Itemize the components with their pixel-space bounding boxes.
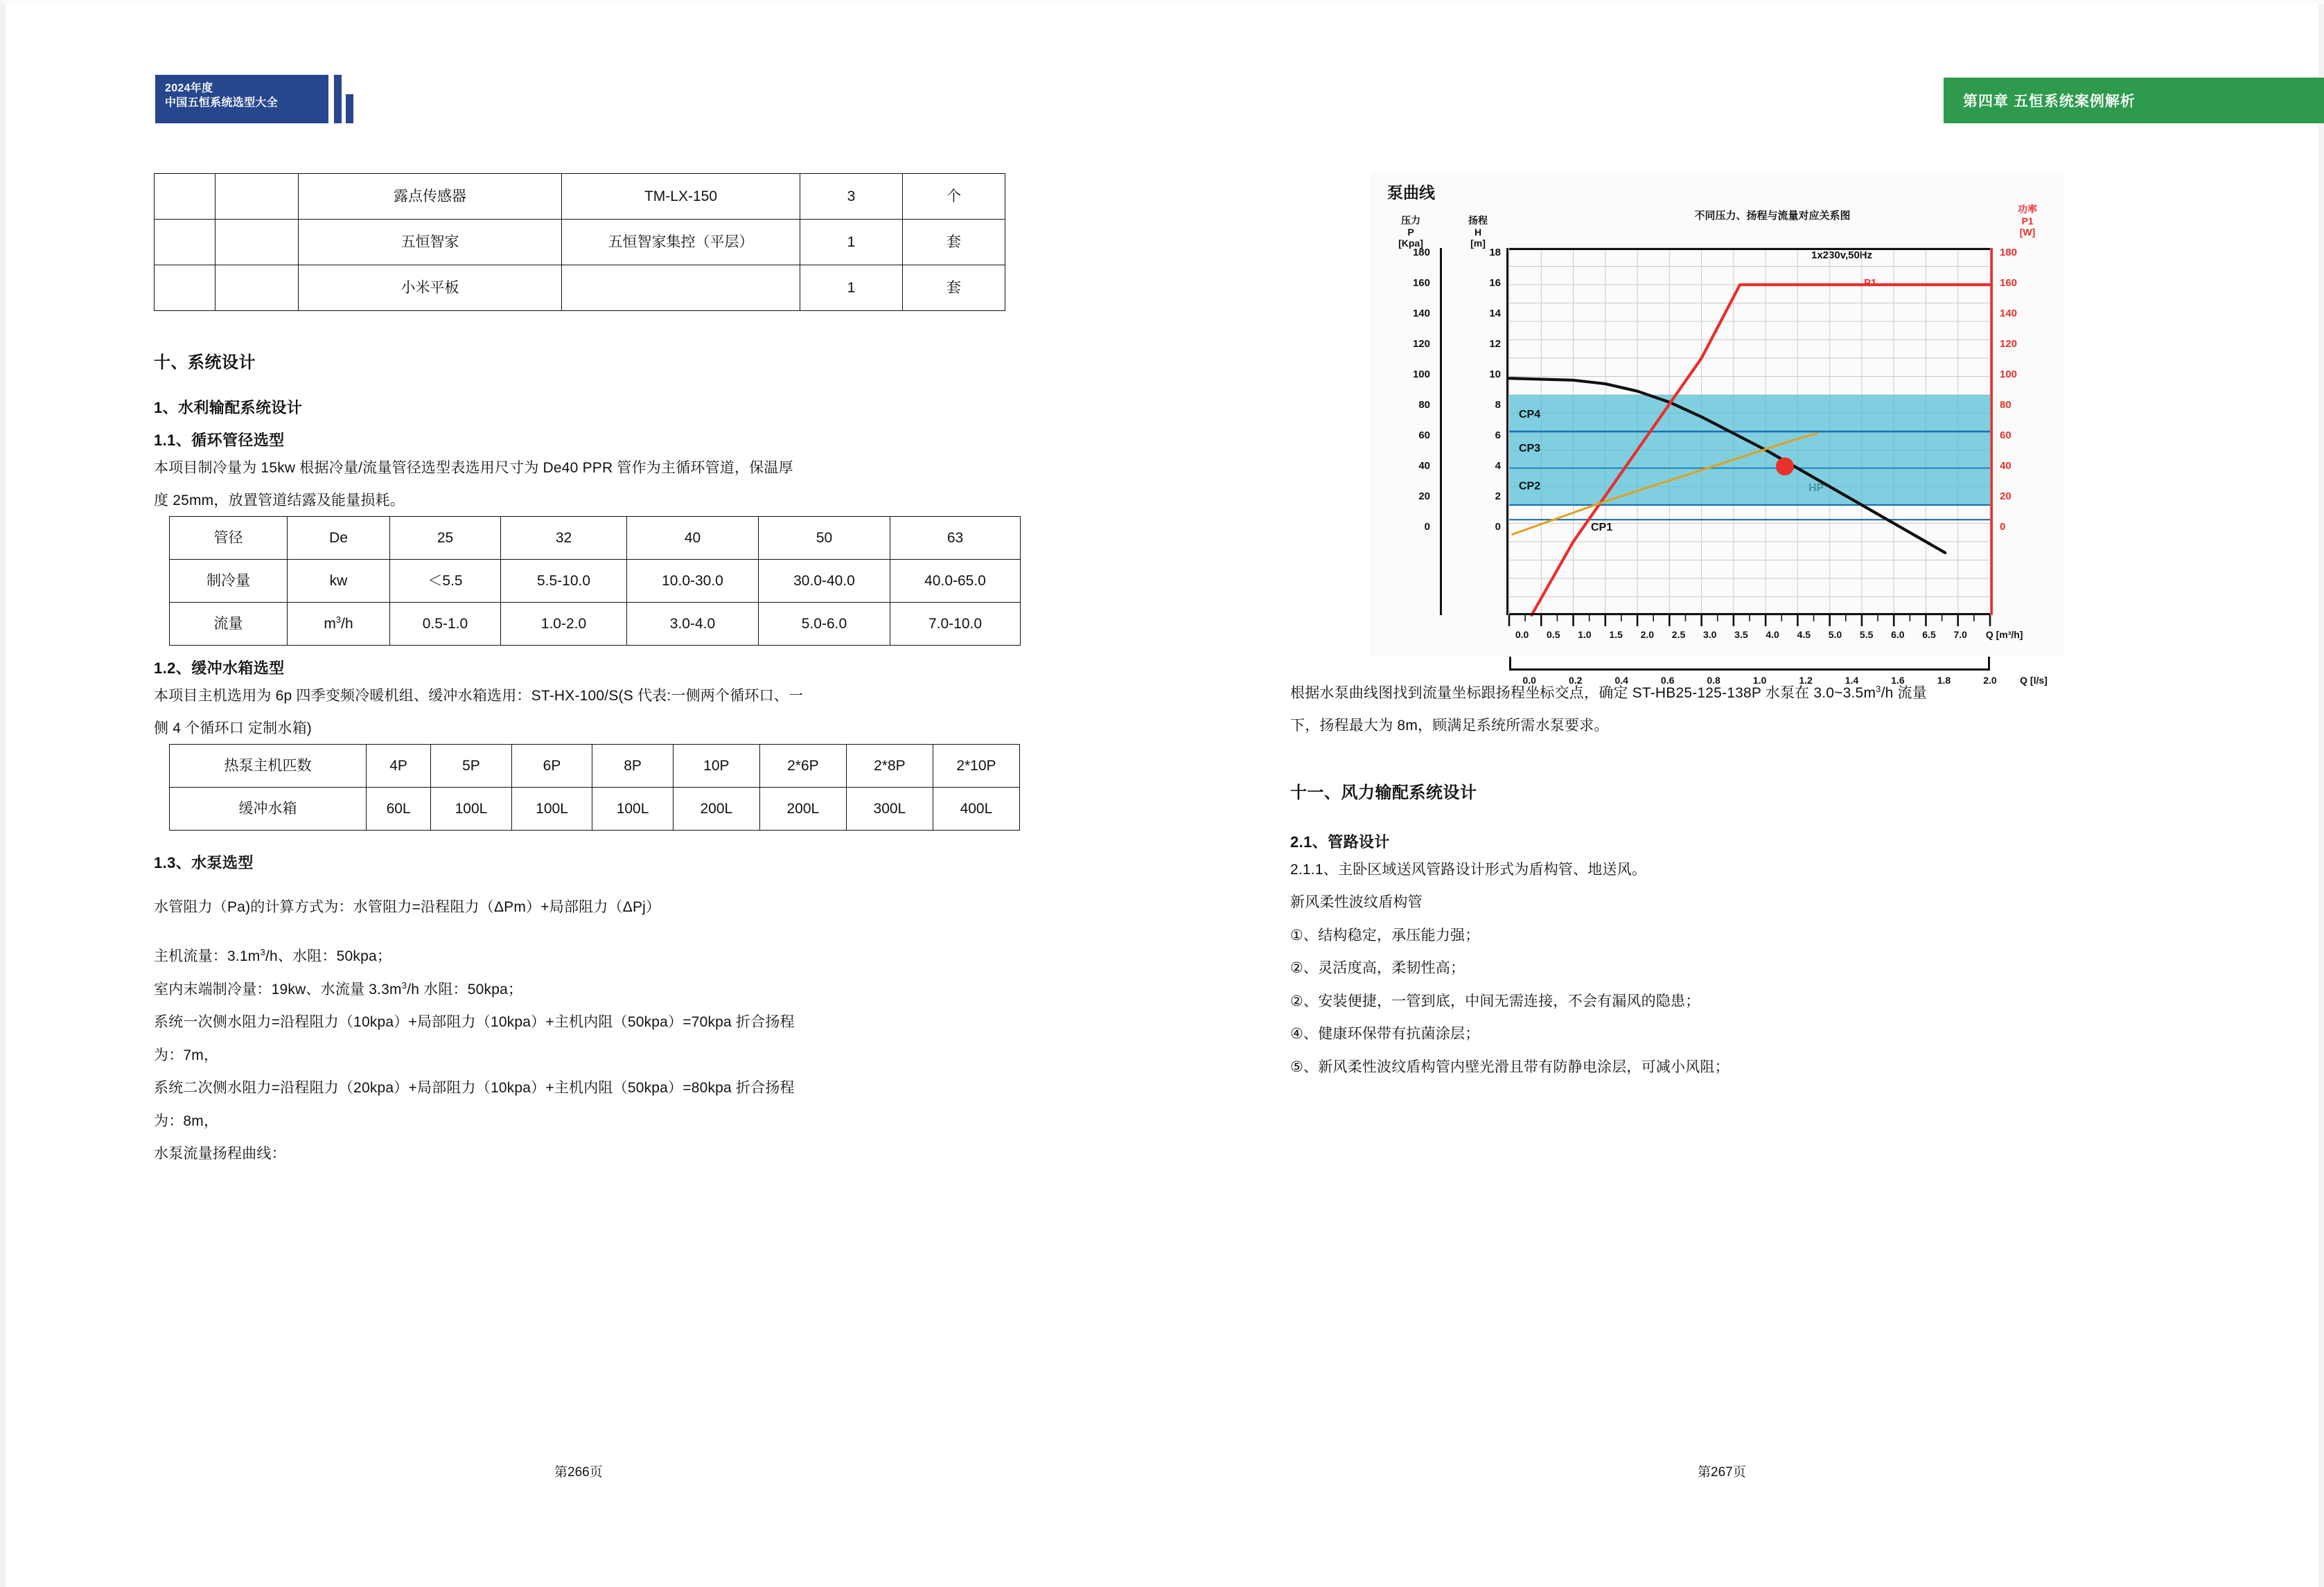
cp-band-label-cp1: CP1 <box>1591 522 1613 534</box>
chart-title: 泵曲线 <box>1387 184 1435 202</box>
flow-unit-base: m <box>324 616 336 632</box>
cell-name: 小米平板 <box>299 265 562 311</box>
x-tick-label: 0.0 <box>1515 629 1529 640</box>
section-heading-1-3: 1.3、水泵选型 <box>154 853 254 871</box>
cp-band-cp4 <box>1509 395 1990 432</box>
cooling-32: 5.5-10.0 <box>501 559 627 602</box>
cell-qty: 1 <box>800 265 903 311</box>
cell-blank-a <box>155 174 215 220</box>
spread-top-rule <box>0 0 2324 4</box>
pipe-h-label: 管径 <box>170 516 288 559</box>
cell-name: 五恒智家 <box>299 220 562 265</box>
section-heading-1-1: 1.1、循环管径选型 <box>154 432 285 449</box>
x-tick-label: 5.5 <box>1859 629 1874 640</box>
pressure-caption-line1: 压力 <box>1401 215 1420 226</box>
axis-tick-label: 12 <box>1489 338 1501 350</box>
list-item: ②、安装便捷，一管到底，中间无需连接，不会有漏风的隐患； <box>1290 993 1700 1009</box>
right-page-column <box>1290 675 2205 1082</box>
table-row <box>155 220 1005 265</box>
tank-h-label: 热泵主机匹数 <box>170 744 367 787</box>
table-row <box>170 787 1020 830</box>
cp-band-cp3 <box>1509 432 1990 468</box>
section-heading-1: 1、水利输配系统设计 <box>154 399 303 416</box>
operating-point-marker <box>1776 457 1794 475</box>
cell-model <box>562 265 800 311</box>
x-tick-label: 1.2 <box>1799 675 1813 686</box>
axis-tick-label: 120 <box>1412 338 1430 350</box>
cp-bands <box>1509 395 1990 520</box>
logo-accent-bar-short <box>346 94 353 123</box>
power-caption-line1: 功率 <box>2018 204 2037 215</box>
flow-63: 7.0-10.0 <box>890 602 1021 645</box>
tank-h-2x6p: 2*6P <box>759 744 846 787</box>
head-axis-caption <box>1452 215 1504 249</box>
cell-unit: 套 <box>903 220 1005 265</box>
pipe-h-unit: De <box>288 516 390 559</box>
p1-series-label: P1 <box>1864 277 1877 289</box>
terminal-a: 室内末端制冷量：19kw、水流量 3.3m <box>154 981 402 998</box>
page-edge-right <box>2318 0 2324 1587</box>
axis-tick-label: 4 <box>1495 460 1501 472</box>
x-axis-unit-label: Q [l/s] <box>2020 675 2048 686</box>
x-tick-label: 4.5 <box>1797 629 1811 640</box>
cell-blank-b <box>215 220 299 265</box>
axis-tick-label: 60 <box>1418 429 1430 441</box>
cell-qty: 1 <box>800 220 903 265</box>
cooling-label: 制冷量 <box>170 559 288 602</box>
axis-tick-label: 160 <box>2000 277 2018 289</box>
axis-tick-label: 100 <box>2000 369 2018 380</box>
host-flow-sup: 3 <box>260 947 265 958</box>
paragraph-pump-conclusion-line1 <box>1290 678 2205 708</box>
chart-plot-area <box>1509 248 1990 615</box>
x-tick-label: 7.0 <box>1953 629 1967 640</box>
x-axis-unit-label: Q [m³/h] <box>1985 629 2023 640</box>
power-axis-spine <box>1990 248 1993 615</box>
host-flow-a: 主机流量：3.1m <box>154 948 261 965</box>
tank-v-4p: 60L <box>366 787 430 830</box>
axis-tick-label: 8 <box>1495 399 1501 411</box>
table-row <box>155 265 1005 311</box>
section-heading-10: 十、系统设计 <box>154 353 256 372</box>
flow-25: 0.5-1.0 <box>390 602 501 645</box>
x-axis-ticks <box>1509 615 1990 626</box>
tank-h-2x8p: 2*8P <box>846 744 933 787</box>
tank-h-5p: 5P <box>431 744 512 787</box>
x-tick-label: 3.0 <box>1702 629 1717 640</box>
axis-tick-label: 20 <box>2000 490 2012 502</box>
axis-tick-label: 120 <box>2000 338 2018 350</box>
pipe-h-50: 50 <box>759 516 890 559</box>
logo-line-year: 2024年度 <box>165 82 213 94</box>
pressure-axis-caption <box>1377 215 1444 249</box>
table-row <box>170 602 1021 645</box>
axis-tick-label: 40 <box>1418 460 1430 472</box>
pressure-axis-spine <box>1440 248 1442 615</box>
table-row <box>170 516 1021 559</box>
axis-tick-label: 100 <box>1412 369 1430 380</box>
cell-blank-b <box>215 265 299 311</box>
x-tick-label: 1.8 <box>1937 675 1951 686</box>
axis-tick-label: 10 <box>1489 369 1501 380</box>
axis-tick-label: 18 <box>1489 247 1501 258</box>
paragraph-2-1-1: 2.1.1、主卧区域送风管路设计形式为盾构管、地送风。 <box>1290 861 1647 878</box>
axis-tick-label: 0 <box>1495 521 1501 533</box>
x-tick-label: 0.6 <box>1660 675 1675 686</box>
chart-subtitle: 不同压力、扬程与流量对应关系图 <box>1694 210 1851 222</box>
power-caption-line3: [W] <box>2019 227 2036 238</box>
x-tick-label: 2.5 <box>1671 629 1686 640</box>
flow-50: 5.0-6.0 <box>759 602 890 645</box>
pump-conclusion-a: 根据水泵曲线图找到流量坐标跟扬程坐标交点，确定 ST-HB25-125-138P 水泵在 3.0~3.5m <box>1290 685 1876 701</box>
cp-band-label-cp3: CP3 <box>1519 443 1541 455</box>
cell-model: TM-LX-150 <box>562 174 800 220</box>
flow-unit <box>288 602 390 645</box>
x-tick-label: 1.5 <box>1609 629 1623 640</box>
list-item: ①、结构稳定，承压能力强； <box>1290 927 1480 943</box>
cp-band-label-cp4: CP4 <box>1519 409 1541 421</box>
cooling-50: 30.0-40.0 <box>759 559 890 602</box>
pipe-h-63: 63 <box>890 516 1021 559</box>
flow-unit-tail: /h <box>341 616 353 632</box>
axis-tick-label: 80 <box>1418 399 1430 411</box>
axis-tick-label: 140 <box>2000 308 2018 319</box>
voltage-note: 1x230v,50Hz <box>1811 249 1873 261</box>
equipment-items-table <box>154 173 1005 311</box>
tank-h-8p: 8P <box>592 744 674 787</box>
table-row <box>170 559 1021 602</box>
list-item: ②、灵活度高，柔韧性高； <box>1290 960 1465 977</box>
section-heading-2-1: 2.1、管路设计 <box>1290 833 1390 851</box>
cell-blank-a <box>155 265 215 311</box>
chapter-banner <box>1944 78 2324 123</box>
pipe-diameter-table <box>169 516 1021 646</box>
page-folio-left: 第266页 <box>554 1465 603 1480</box>
x-tick-label: 1.0 <box>1752 675 1767 686</box>
cell-unit: 个 <box>903 174 1005 220</box>
paragraph-terminal-cooling <box>154 975 1068 1004</box>
x-tick-label: 0.4 <box>1614 675 1628 686</box>
head-caption-line2: H <box>1474 226 1482 238</box>
pipe-h-32: 32 <box>501 516 627 559</box>
tank-v-2x10p: 400L <box>933 787 1019 830</box>
flow-label: 流量 <box>170 602 288 645</box>
pump-curve-chart <box>1371 172 2063 686</box>
axis-tick-label: 80 <box>2000 399 2012 411</box>
cell-blank-b <box>215 174 299 220</box>
axis-tick-label: 20 <box>1418 490 1430 502</box>
page-edge-left <box>0 0 6 1587</box>
pressure-caption-line3: [Kpa] <box>1398 238 1423 249</box>
head-tick-labels <box>1461 248 1501 553</box>
buffer-tank-table <box>169 744 1020 831</box>
tank-v-2x8p: 300L <box>846 787 933 830</box>
x-tick-label: 4.0 <box>1766 629 1779 640</box>
tank-h-6p: 6P <box>511 744 592 787</box>
tank-h-10p: 10P <box>673 744 759 787</box>
x-tick-label: 5.0 <box>1828 629 1842 640</box>
chapter-banner-label: 第四章 五恒系统案例解析 <box>1963 94 2136 109</box>
tank-h-4p: 4P <box>366 744 430 787</box>
paragraph-1-2-line1: 本项目主机选用为 6p 四季变频冷暖机组、缓冲水箱选用：ST-HX-100/S(S 代表:一侧两个循环口、一 <box>154 687 804 704</box>
axis-tick-label: 2 <box>1495 490 1501 502</box>
host-flow-b: /h、水阻：50kpa； <box>265 948 392 965</box>
pump-conclusion-sup: 3 <box>1876 684 1881 694</box>
cell-model: 五恒智家集控（平层） <box>562 220 800 265</box>
tank-v-10p: 200L <box>673 787 759 830</box>
power-caption-line2: P1 <box>2021 215 2034 227</box>
x-axis-m3h-labels <box>1506 629 2061 640</box>
cooling-40: 10.0-30.0 <box>627 559 759 602</box>
cell-blank-a <box>155 220 215 265</box>
tank-v-label: 缓冲水箱 <box>170 787 367 830</box>
x-tick-label: 2.0 <box>1640 629 1655 640</box>
axis-tick-label: 0 <box>1424 521 1430 533</box>
paragraph-1-2-line2: 侧 4 个循环口 定制水箱) <box>154 720 312 737</box>
section-heading-1-2: 1.2、缓冲水箱选型 <box>154 659 285 677</box>
x-tick-label: 0.0 <box>1522 675 1536 686</box>
table-row <box>155 174 1005 220</box>
flow-40: 3.0-4.0 <box>627 602 759 645</box>
table-row <box>170 744 1020 787</box>
axis-tick-label: 180 <box>1412 247 1430 258</box>
paragraph-1-3-formula: 水管阻力（Pa)的计算方式为：水管阻力=沿程阻力（ΔPm）+局部阻力（ΔPj） <box>154 898 661 915</box>
cp-band-cp2 <box>1509 468 1990 505</box>
axis-tick-label: 40 <box>2000 460 2012 472</box>
section-heading-11: 十一、风力输配系统设计 <box>1290 783 1477 802</box>
x-tick-label: 0.8 <box>1707 675 1720 686</box>
tank-v-6p: 100L <box>511 787 592 830</box>
cell-unit: 套 <box>903 265 1005 311</box>
x-tick-label: 6.5 <box>1922 629 1936 640</box>
cooling-63: 40.0-65.0 <box>890 559 1021 602</box>
x-tick-label: 6.0 <box>1891 629 1905 640</box>
page-folio-right: 第267页 <box>1698 1465 1746 1480</box>
terminal-b: /h 水阻：50kpa； <box>407 981 523 998</box>
power-axis-caption <box>1998 204 2057 238</box>
x-tick-label: 0.2 <box>1568 675 1583 686</box>
pressure-tick-labels <box>1390 248 1430 553</box>
axis-tick-label: 16 <box>1489 277 1501 289</box>
head-axis-spine <box>1506 248 1508 615</box>
logo-line-title: 中国五恒系统选型大全 <box>165 97 279 109</box>
tank-v-2x6p: 200L <box>759 787 846 830</box>
x-tick-label: 0.5 <box>1547 629 1560 640</box>
pipe-h-40: 40 <box>627 516 759 559</box>
paragraph-host-flow <box>154 941 1068 971</box>
x-tick-label: 3.5 <box>1734 629 1748 640</box>
paragraph-1-1-line2: 度 25mm，放置管道结露及能量损耗。 <box>154 493 405 509</box>
paragraph-secondary-head: 为：8m， <box>154 1112 219 1129</box>
pressure-caption-line2: P <box>1407 226 1414 238</box>
cell-name: 露点传感器 <box>299 174 562 220</box>
terminal-sup: 3 <box>401 979 407 991</box>
axis-tick-label: 6 <box>1495 429 1501 441</box>
tank-v-8p: 100L <box>592 787 674 830</box>
paragraph-1-1-line1: 本项目制冷量为 15kw 根据冷量/流量管径选型表选用尺寸为 De40 PPR 管作为主循环管道，保温厚 <box>154 460 793 476</box>
axis-tick-label: 160 <box>1412 277 1430 289</box>
paragraph-secondary-side: 系统二次侧水阻力=沿程阻力（20kpa）+局部阻力（10kpa）+主机内阻（50kpa）=80kpa 折合扬程 <box>154 1080 795 1097</box>
cooling-unit: kw <box>288 559 390 602</box>
pump-conclusion-b: /h 流量 <box>1881 685 1927 701</box>
list-item: ④、健康环保带有抗菌涂层； <box>1290 1026 1480 1043</box>
paragraph-curve-intro: 水泵流量扬程曲线： <box>154 1146 286 1162</box>
axis-tick-label: 60 <box>2000 429 2012 441</box>
paragraph-primary-side: 系统一次侧水阻力=沿程阻力（10kpa）+局部阻力（10kpa）+主机内阻（50kpa）=70kpa 折合扬程 <box>154 1014 795 1031</box>
tank-v-5p: 100L <box>431 787 512 830</box>
axis-tick-label: 180 <box>2000 247 2018 258</box>
x-tick-label: 1.6 <box>1891 675 1905 686</box>
axis-tick-label: 14 <box>1489 308 1501 319</box>
list-item: ⑤、新风柔性波纹盾构管内壁光滑且带有防静电涂层，可减小风阻； <box>1290 1058 1729 1075</box>
axis-tick-label: 140 <box>1412 308 1430 319</box>
paragraph-duct-name: 新风柔性波纹盾构管 <box>1290 894 1423 911</box>
paragraph-pump-conclusion-line2: 下，扬程最大为 8m，顾满足系统所需水泵要求。 <box>1290 718 1609 734</box>
x-axis-ls-ruler <box>1509 657 1990 671</box>
x-tick-label: 2.0 <box>1983 675 1997 686</box>
axis-tick-label: 0 <box>2000 521 2006 533</box>
chart-svg-canvas <box>1509 248 1990 615</box>
power-tick-labels <box>2000 248 2041 553</box>
head-caption-line1: 扬程 <box>1468 215 1488 226</box>
cell-qty: 3 <box>800 174 903 220</box>
tank-h-2x10p: 2*10P <box>933 744 1019 787</box>
x-tick-label: 1.4 <box>1845 675 1859 686</box>
x-tick-label: 1.0 <box>1578 629 1592 640</box>
cp-band-label-cp2: CP2 <box>1519 480 1541 493</box>
logo-accent-bar-tall <box>334 75 342 123</box>
cooling-25: ＜5.5 <box>390 559 501 602</box>
flow-unit-sup: 3 <box>335 614 342 626</box>
pipe-h-25: 25 <box>390 516 501 559</box>
paragraph-primary-head: 为：7m， <box>154 1047 219 1063</box>
flow-32: 1.0-2.0 <box>501 602 627 645</box>
head-caption-line3: [m] <box>1470 238 1486 249</box>
brand-logo <box>155 75 328 123</box>
left-page-column <box>154 173 1068 1169</box>
